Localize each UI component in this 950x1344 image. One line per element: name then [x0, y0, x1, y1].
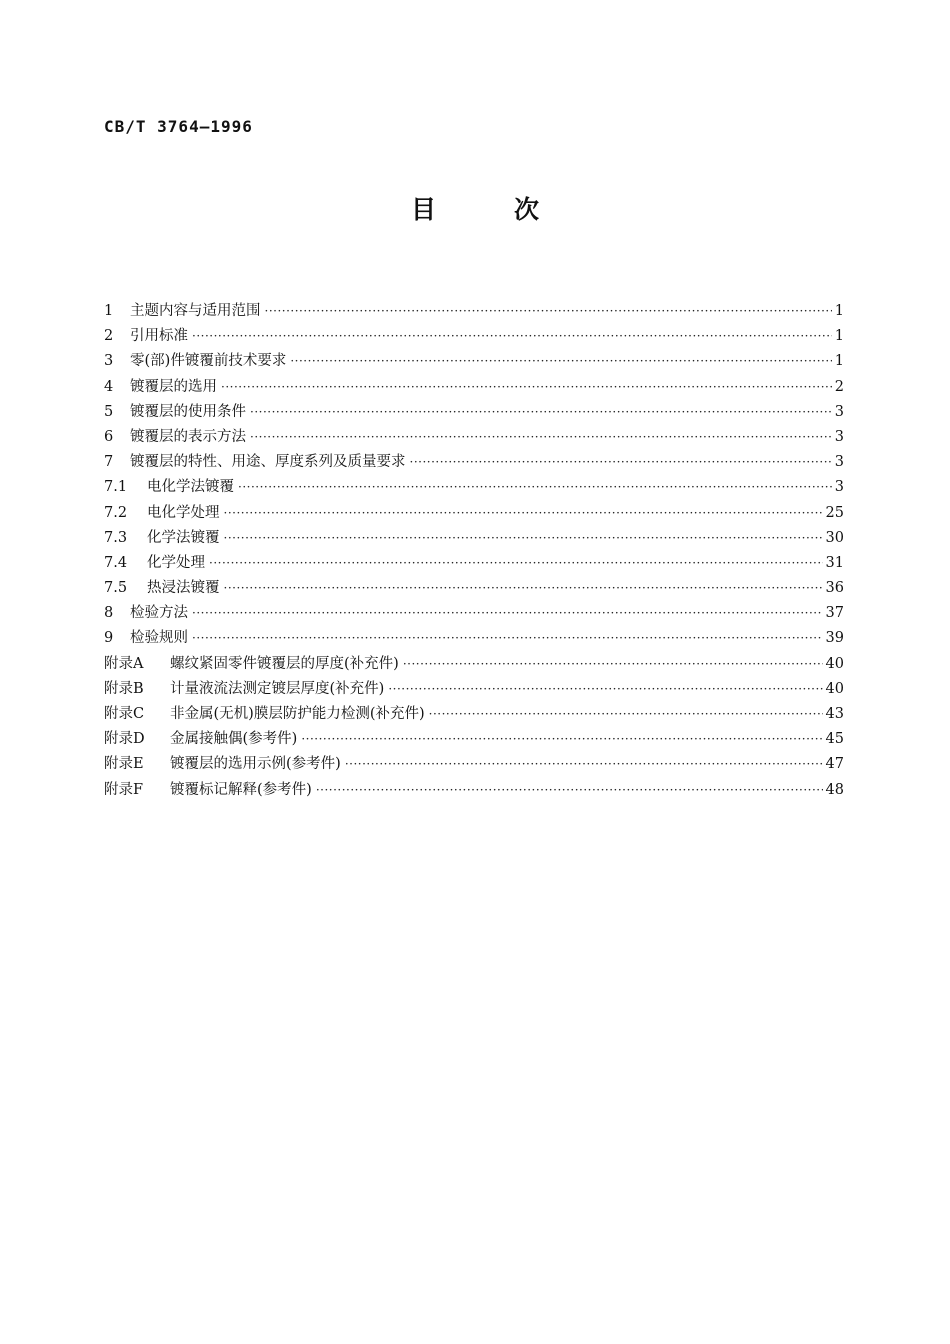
toc-entry-label: 镀覆层的特性、用途、厚度系列及质量要求 [130, 454, 406, 471]
toc-entry[interactable] [104, 324, 844, 349]
toc-entry[interactable] [104, 778, 844, 803]
toc-leader-dots [290, 349, 831, 374]
toc-entry[interactable] [104, 702, 844, 727]
toc-entry[interactable] [104, 375, 844, 400]
toc-leader-dots [238, 475, 832, 500]
toc-entry-label: 化学法镀覆 [147, 529, 220, 546]
toc-entry[interactable] [104, 349, 844, 374]
toc-entry-page: 37 [825, 605, 844, 622]
toc-entry-page: 3 [834, 454, 844, 471]
toc-entry-number: 7.4 [104, 554, 128, 571]
toc-entry[interactable] [104, 450, 844, 475]
toc-entry-number: 附录A [104, 655, 144, 672]
toc-entry-label: 零(部)件镀覆前技术要求 [130, 353, 287, 370]
toc-entry-number: 8 [104, 605, 114, 622]
toc-entry-label: 镀覆层的选用 [130, 378, 217, 395]
toc-entry[interactable] [104, 677, 844, 702]
toc-entry-page: 45 [825, 731, 844, 748]
toc-leader-dots [224, 576, 823, 601]
toc-entry-number: 4 [104, 378, 114, 395]
toc-entry-page: 39 [825, 630, 844, 647]
toc-entry[interactable] [104, 501, 844, 526]
toc-entry[interactable] [104, 475, 844, 500]
toc-leader-dots [192, 601, 823, 626]
toc-entry-page: 3 [834, 428, 844, 445]
toc-entry-label: 热浸法镀覆 [147, 580, 220, 597]
toc-entry-label: 镀覆层的表示方法 [130, 428, 246, 445]
toc-entry-number: 附录F [104, 781, 144, 798]
toc-entry[interactable] [104, 299, 844, 324]
toc-entry[interactable] [104, 752, 844, 777]
toc-entry-label: 镀覆层的使用条件 [130, 403, 246, 420]
toc-entry[interactable] [104, 425, 844, 450]
toc-entry[interactable] [104, 626, 844, 651]
toc-entry-page: 43 [825, 706, 844, 722]
toc-entry-label: 镀覆标记解释(参考件) [170, 781, 312, 798]
toc-entry-number: 7.5 [104, 580, 128, 597]
toc-leader-dots [224, 501, 823, 526]
toc-entry-number: 7.3 [104, 529, 128, 546]
toc-entry-page: 1 [834, 353, 844, 370]
toc-entry-number: 2 [104, 328, 114, 345]
toc-entry-page: 31 [825, 554, 844, 571]
toc-entry[interactable] [104, 551, 844, 576]
toc-entry-label: 引用标准 [130, 328, 188, 345]
toc-leader-dots [388, 677, 822, 702]
toc-entry-label: 螺纹紧固零件镀覆层的厚度(补充件) [170, 655, 399, 672]
toc-entry[interactable] [104, 526, 844, 551]
toc-leader-dots [410, 450, 832, 475]
toc-leader-dots [192, 324, 832, 349]
toc-list [104, 299, 844, 803]
toc-entry-page: 48 [825, 781, 844, 798]
toc-title-part2: 次 [514, 195, 540, 224]
toc-entry-label: 金属接触偶(参考件) [170, 731, 298, 748]
toc-entry-number: 附录E [104, 756, 144, 773]
toc-entry-page: 30 [825, 529, 844, 546]
toc-entry-page: 47 [825, 756, 844, 773]
toc-entry-number: 5 [104, 403, 114, 420]
toc-entry-label: 镀覆层的选用示例(参考件) [170, 756, 341, 773]
toc-entry-label: 电化学处理 [147, 504, 220, 521]
toc-leader-dots [403, 652, 823, 677]
toc-entry-label: 化学处理 [147, 554, 205, 571]
toc-entry-page: 1 [834, 303, 844, 319]
toc-entry-page: 40 [825, 655, 844, 672]
toc-entry-number: 附录D [104, 731, 145, 748]
toc-leader-dots [221, 375, 832, 400]
toc-entry-number: 1 [104, 303, 114, 319]
toc-entry[interactable] [104, 400, 844, 425]
toc-entry-page: 3 [834, 403, 844, 420]
toc-entry[interactable] [104, 601, 844, 626]
toc-entry-page: 40 [825, 680, 844, 697]
toc-entry[interactable] [104, 727, 844, 752]
toc-entry-label: 主题内容与适用范围 [130, 303, 261, 319]
toc-entry-page: 3 [834, 479, 844, 496]
toc-entry-number: 7.2 [104, 504, 128, 521]
toc-leader-dots [250, 400, 832, 425]
toc-leader-dots [224, 526, 823, 551]
toc-entry-page: 2 [834, 378, 844, 395]
toc-entry-label: 检验方法 [130, 605, 188, 622]
standard-code: CB/T 3764—1996 [104, 117, 253, 136]
toc-entry-label: 计量液流法测定镀层厚度(补充件) [170, 680, 385, 697]
toc-title [0, 190, 950, 226]
toc-entry-number: 7 [104, 454, 114, 471]
toc-entry-number: 附录B [104, 680, 144, 697]
toc-entry-number: 3 [104, 353, 114, 370]
toc-leader-dots [265, 299, 832, 324]
toc-entry-page: 1 [834, 328, 844, 345]
toc-title-part1: 目 [410, 195, 436, 224]
toc-entry[interactable] [104, 652, 844, 677]
toc-leader-dots [345, 752, 823, 777]
toc-entry-number: 附录C [104, 706, 145, 722]
toc-entry-label: 检验规则 [130, 630, 188, 647]
toc-leader-dots [209, 551, 823, 576]
toc-entry-label: 电化学法镀覆 [147, 479, 234, 496]
toc-leader-dots [250, 425, 832, 450]
toc-entry-page: 25 [825, 504, 844, 521]
toc-entry-number: 9 [104, 630, 114, 647]
toc-entry-label: 非金属(无机)膜层防护能力检测(补充件) [170, 706, 425, 722]
toc-entry-number: 6 [104, 428, 114, 445]
toc-leader-dots [316, 778, 823, 803]
toc-leader-dots [301, 727, 822, 752]
toc-entry-number: 7.1 [104, 479, 128, 496]
toc-entry-page: 36 [825, 580, 844, 597]
toc-entry[interactable] [104, 576, 844, 601]
toc-leader-dots [192, 626, 823, 651]
toc-leader-dots [429, 702, 823, 727]
